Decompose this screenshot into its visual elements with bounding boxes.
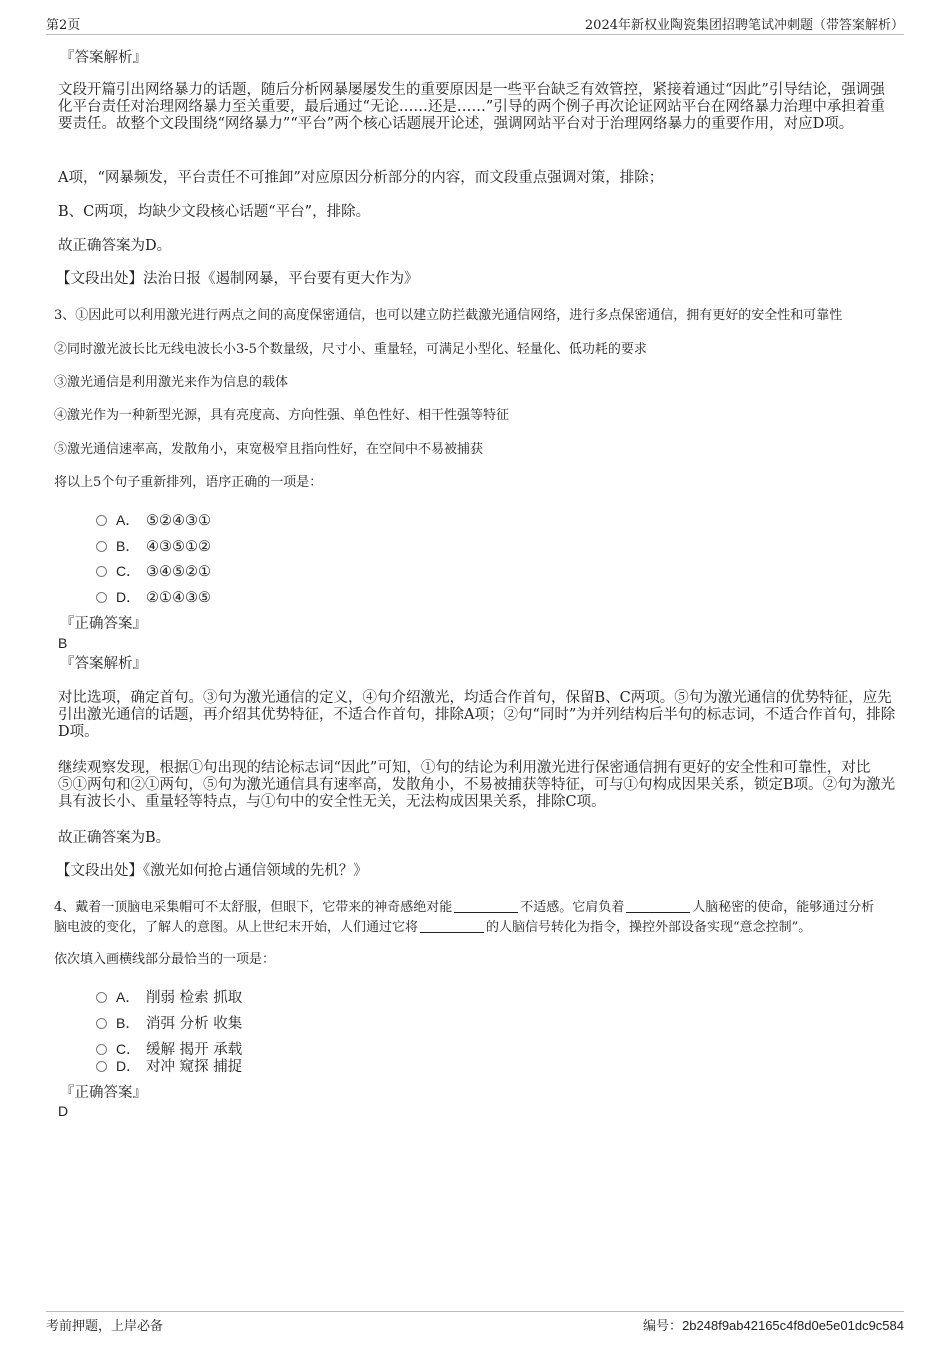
analysis-label: 『答案解析』: [60, 656, 147, 672]
blank-line: [626, 900, 690, 913]
page-header: [46, 14, 904, 35]
correct-answer: D: [58, 1103, 69, 1119]
document-title: 2024年新权业陶瓷集团招聘笔试冲刺题（带答案解析）: [584, 18, 904, 33]
page-footer: [46, 1311, 904, 1335]
analysis-paragraph: 文段开篇引出网络暴力的话题，随后分析网暴屡屡发生的重要原因是一些平台缺乏有效管控，紧接着通过“因此”引导结论，强调强化平台责任对治理网络暴力至关重要，最后通过“无论……还是……”引导的两个例子再次论证网站平台在网络暴力治理中承担着重要责任。故整个文段围绕“网络暴力”“平台”两个核心话题展开论述，强调网站平台对于治理网络暴力的重要作用，对应D项。: [58, 82, 885, 132]
analysis-conclusion: 故正确答案为B。: [58, 830, 171, 846]
question-4-prompt: 依次填入画横线部分最恰当的一项是：: [54, 952, 276, 967]
footer-slogan: 考前押题，上岸必备: [46, 1319, 164, 1334]
radio-button[interactable]: [96, 1044, 107, 1055]
option-d[interactable]: D． 对冲 窥探 捕捉: [96, 1057, 242, 1076]
source-citation: 【文段出处】法治日报《遏制网暴，平台要有更大作为》: [56, 271, 419, 287]
question-3-sentence: ④激光作为一种新型光源，具有亮度高、方向性强、单色性好、相干性强等特征: [54, 408, 510, 423]
question-4-stem: 4、戴着一顶脑电采集帽可不太舒服，但眼下，它带来的神奇感绝对能 不适感。它肩负着 人脑秘密的使命，能够通过分析 脑电波的变化，了解人的意图。从上世纪末开始，人们通过它将 的人脑信号转化为指令，操控外部设备实现“意念控制”。: [54, 900, 875, 935]
radio-button[interactable]: [96, 566, 107, 577]
option-d[interactable]: D． ②①④③⑤: [96, 588, 211, 607]
question-3-sentence: ⑤激光通信速率高，发散角小，束宽极窄且指向性好，在空间中不易被捕获: [54, 442, 484, 457]
question-3-sentence: ②同时激光波长比无线电波长小3-5个数量级，尺寸小、重量轻，可满足小型化、轻量化、低功耗的要求: [54, 342, 647, 357]
option-c[interactable]: C． ③④⑤②①: [96, 562, 211, 581]
question-3-prompt: 将以上5个句子重新排列，语序正确的一项是：: [54, 475, 323, 490]
correct-answer-label: 『正确答案』: [60, 1085, 147, 1101]
correct-answer-label: 『正确答案』: [60, 616, 147, 632]
radio-button[interactable]: [96, 592, 107, 603]
radio-button[interactable]: [96, 1061, 107, 1072]
document-id: 编号：2b248f9ab42165c4f8d0e5e01dc9c584: [643, 1318, 904, 1334]
radio-button[interactable]: [96, 515, 107, 526]
option-b[interactable]: B． ④③⑤①②: [96, 537, 211, 556]
blank-line: [420, 920, 484, 933]
blank-line: [454, 900, 518, 913]
option-c[interactable]: C． 缓解 揭开 承载: [96, 1040, 242, 1059]
radio-button[interactable]: [96, 541, 107, 552]
question-3-sentence: 3、①因此可以利用激光进行两点之间的高度保密通信，也可以建立防拦截激光通信网络，进行多点保密通信，拥有更好的安全性和可靠性: [54, 308, 843, 323]
analysis-paragraph: B、C两项，均缺少文段核心话题“平台”，排除。: [58, 204, 371, 220]
radio-button[interactable]: [96, 1018, 107, 1029]
correct-answer: B: [58, 635, 68, 651]
radio-button[interactable]: [96, 992, 107, 1003]
source-citation: 【文段出处】《激光如何抢占通信领域的先机？》: [56, 863, 368, 879]
option-b[interactable]: B． 消弭 分析 收集: [96, 1014, 242, 1033]
question-3-sentence: ③激光通信是利用激光来作为信息的载体: [54, 375, 289, 390]
page-number: 第2页: [46, 18, 81, 33]
analysis-paragraph: 继续观察发现，根据①句出现的结论标志词“因此”可知，①句的结论为利用激光进行保密通信拥有更好的安全性和可靠性，对比⑤①两句和②①两句，⑤句为激光通信具有速率高，发散角小，不易被捕获等特征，可与①句构成因果关系，锁定B项。②句为激光具有波长小、重量轻等特点，与①句中的安全性无关，无法构成因果关系，排除C项。: [58, 760, 896, 810]
option-a[interactable]: A． ⑤②④③①: [96, 511, 211, 530]
analysis-paragraph: A项，“网暴频发，平台责任不可推卸”对应原因分析部分的内容，而文段重点强调对策，排除；: [58, 170, 664, 186]
option-a[interactable]: A． 削弱 检索 抓取: [96, 988, 242, 1007]
analysis-label: 『答案解析』: [60, 50, 147, 66]
analysis-paragraph: 对比选项，确定首句。③句为激光通信的定义，④句介绍激光，均适合作首句，保留B、C两项。⑤句为激光通信的优势特征，应先引出激光通信的话题，再介绍其优势特征，不适合作首句，排除A项；②句“同时”为并列结构后半句的标志词，不适合作首句，排除D项。: [58, 690, 896, 740]
analysis-conclusion: 故正确答案为D。: [58, 238, 172, 254]
